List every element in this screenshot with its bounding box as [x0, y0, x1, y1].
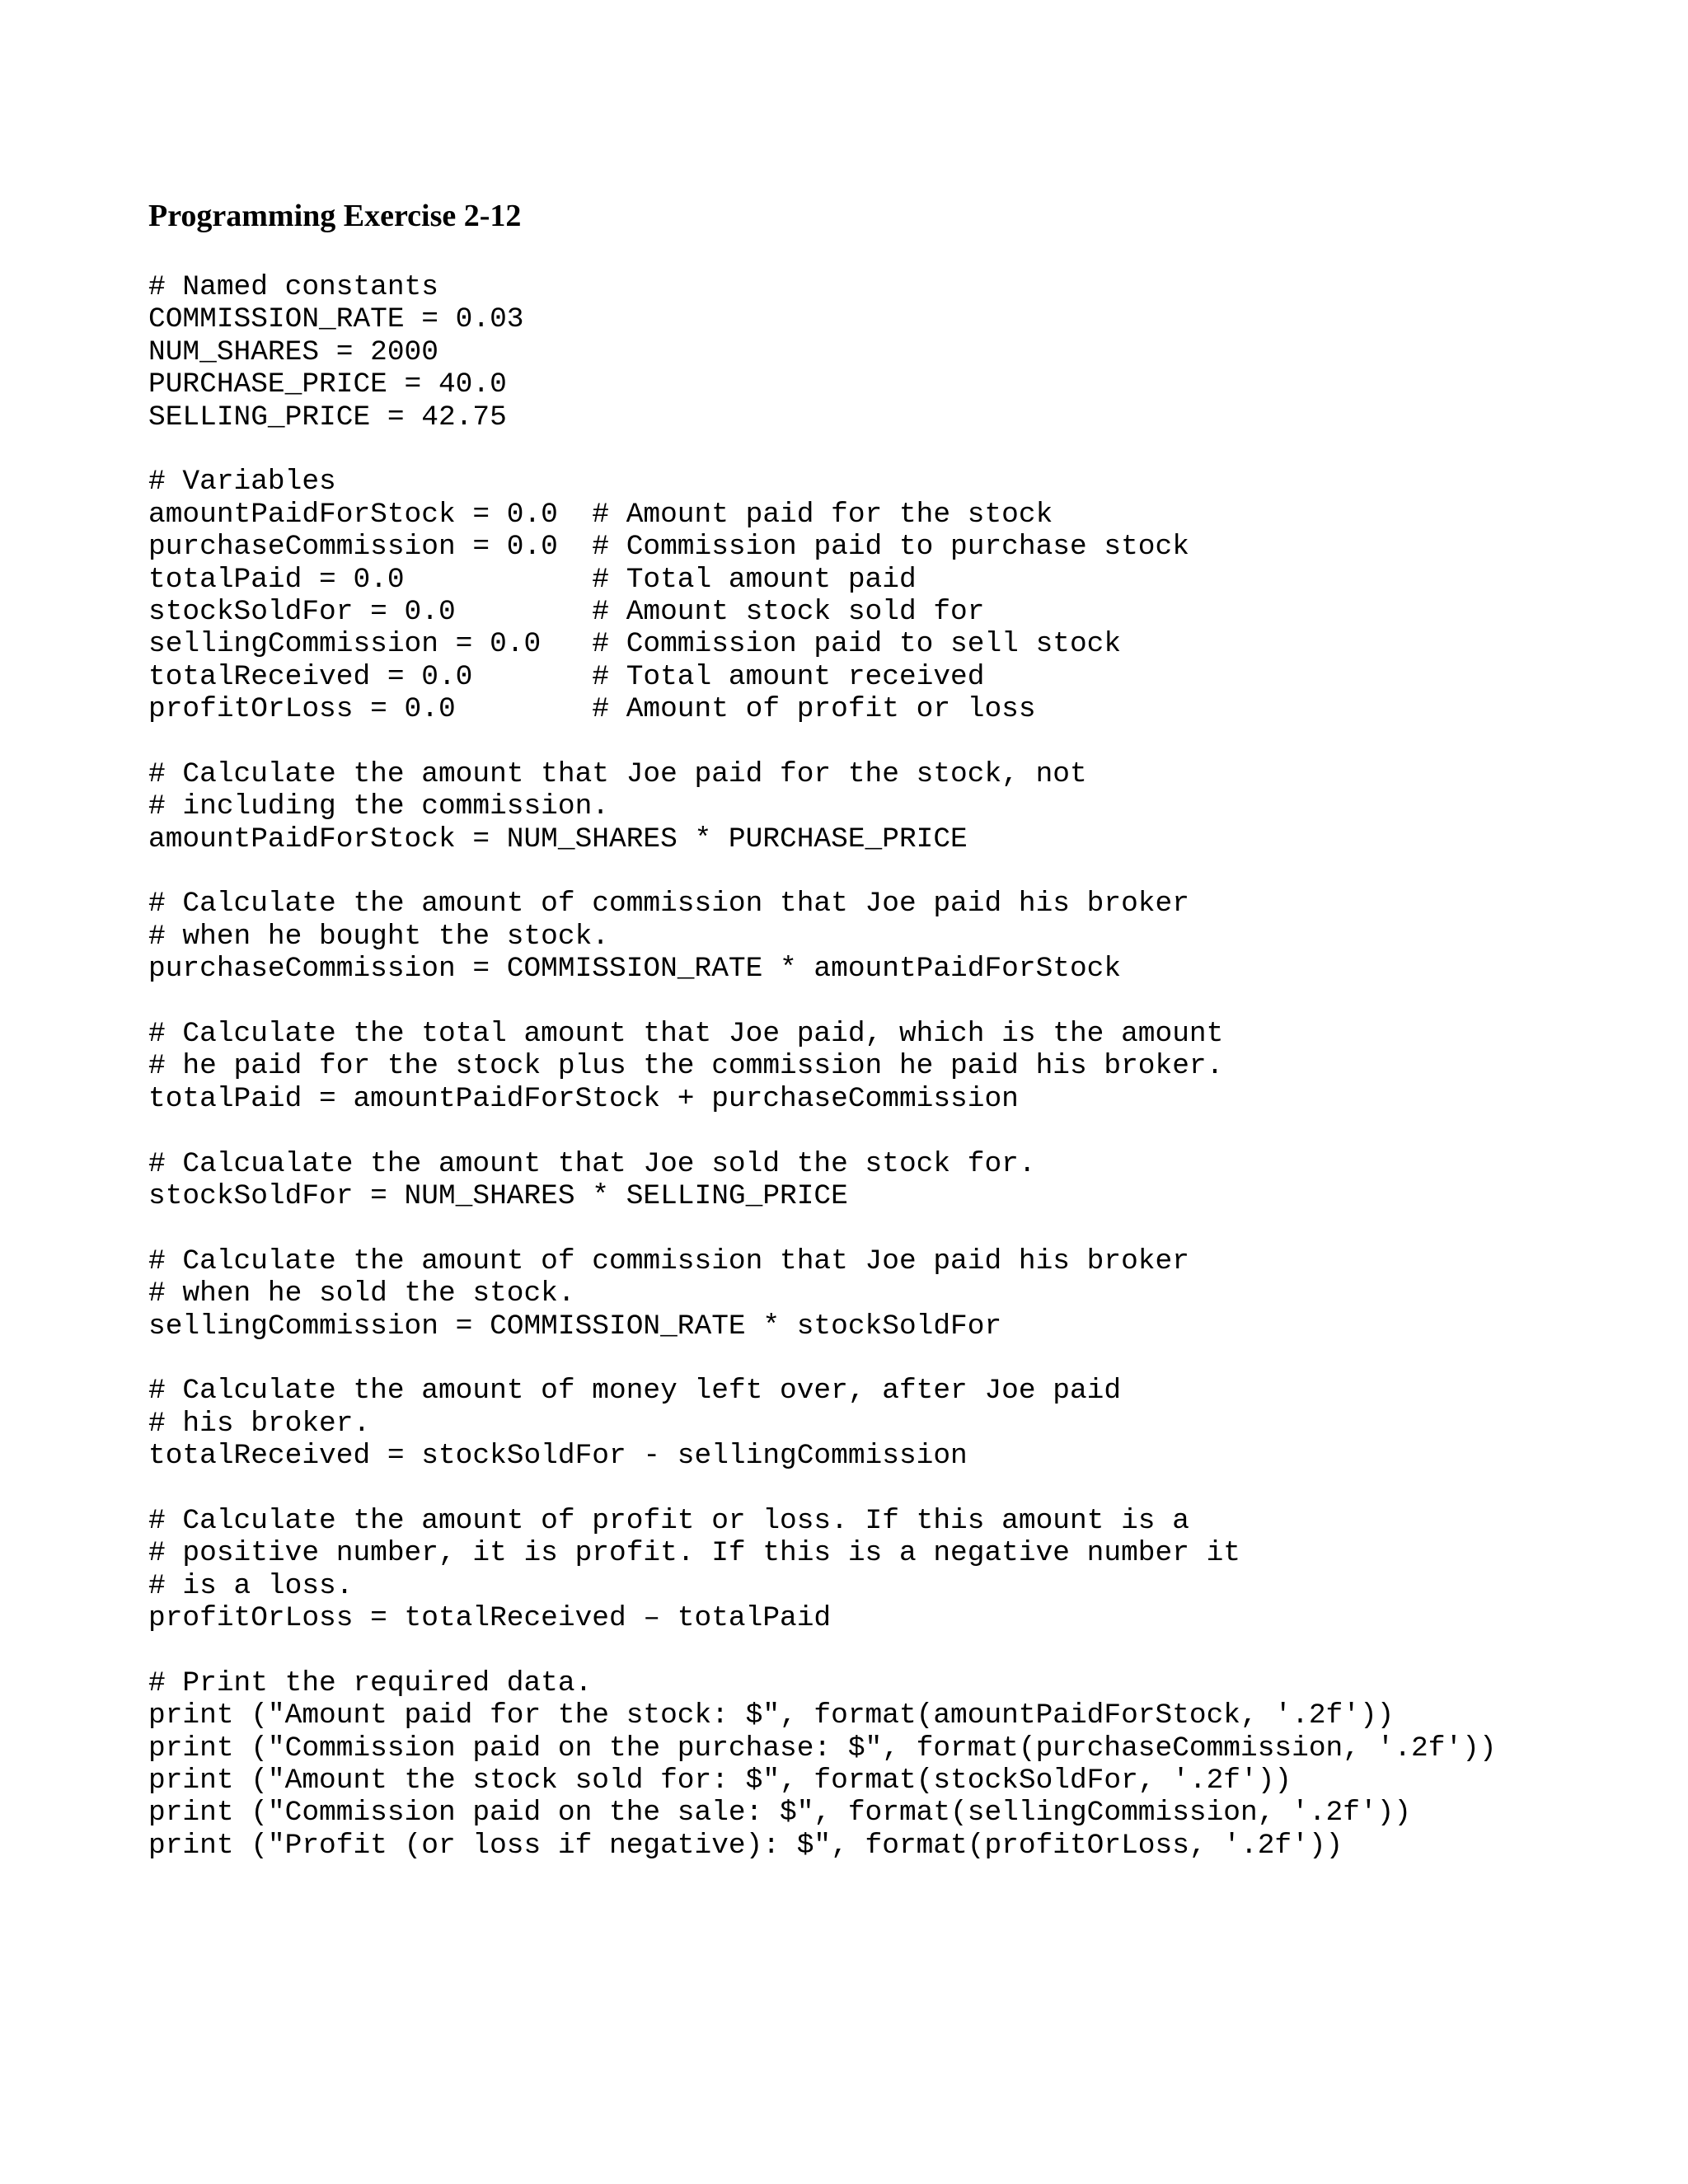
- code-line: [148, 986, 1497, 1018]
- code-line: stockSoldFor = NUM_SHARES * SELLING_PRICE: [148, 1179, 848, 1212]
- code-line: totalReceived = stockSoldFor - sellingCommission: [148, 1440, 968, 1473]
- code-line: # Calculate the amount of profit or loss. If this amount is a: [148, 1504, 1189, 1537]
- code-line: amountPaidForStock = NUM_SHARES * PURCHASE_PRICE: [148, 823, 968, 855]
- code-line: [148, 725, 1497, 757]
- code-line: totalPaid = 0.0 # Total amount paid: [148, 563, 917, 596]
- code-line: # Named constants: [148, 271, 438, 303]
- code-line: # including the commission.: [148, 790, 609, 823]
- code-line: print ("Commission paid on the sale: $", format(sellingCommission, '.2f')): [148, 1797, 1412, 1830]
- code-line: # he paid for the stock plus the commission he paid his broker.: [148, 1050, 1224, 1083]
- code-line: [148, 1115, 1497, 1147]
- code-line: purchaseCommission = COMMISSION_RATE * amountPaidForStock: [148, 953, 1122, 986]
- code-listing: [148, 271, 1497, 1862]
- code-line: profitOrLoss = 0.0 # Amount of profit or loss: [148, 693, 1036, 726]
- code-line: SELLING_PRICE = 42.75: [148, 401, 507, 434]
- code-line: # Calcualate the amount that Joe sold the stock for.: [148, 1147, 1036, 1180]
- code-line: [148, 1212, 1497, 1244]
- code-line: # is a loss.: [148, 1569, 354, 1602]
- code-line: # Calculate the amount of commission that Joe paid his broker: [148, 888, 1189, 921]
- document-title: Programming Exercise 2-12: [148, 199, 522, 233]
- code-line: # Print the required data.: [148, 1666, 593, 1699]
- code-line: # when he bought the stock.: [148, 920, 609, 953]
- code-line: sellingCommission = 0.0 # Commission paid to sell stock: [148, 628, 1122, 661]
- code-line: print ("Commission paid on the purchase: $", format(purchaseCommission, '.2f')): [148, 1732, 1497, 1765]
- code-line: # when he sold the stock.: [148, 1277, 575, 1310]
- code-line: # Calculate the amount that Joe paid for the stock, not: [148, 757, 1087, 790]
- code-line: [148, 1472, 1497, 1504]
- code-line: print ("Amount the stock sold for: $", format(stockSoldFor, '.2f')): [148, 1764, 1292, 1797]
- code-line: # Variables: [148, 466, 336, 499]
- code-line: [148, 434, 1497, 466]
- code-line: [148, 1343, 1497, 1375]
- code-line: totalReceived = 0.0 # Total amount received: [148, 660, 985, 693]
- code-line: # Calculate the total amount that Joe paid, which is the amount: [148, 1017, 1224, 1050]
- code-line: # his broker.: [148, 1407, 371, 1440]
- code-line: # positive number, it is profit. If this is a negative number it: [148, 1537, 1241, 1570]
- code-line: # Calculate the amount of commission that Joe paid his broker: [148, 1244, 1189, 1277]
- code-line: [148, 855, 1497, 888]
- code-line: NUM_SHARES = 2000: [148, 335, 438, 368]
- code-line: PURCHASE_PRICE = 40.0: [148, 368, 507, 401]
- code-line: # Calculate the amount of money left over, after Joe paid: [148, 1375, 1122, 1408]
- code-line: [148, 1634, 1497, 1666]
- code-line: amountPaidForStock = 0.0 # Amount paid for the stock: [148, 498, 1053, 531]
- code-line: COMMISSION_RATE = 0.03: [148, 303, 524, 336]
- code-line: stockSoldFor = 0.0 # Amount stock sold for: [148, 595, 985, 628]
- code-line: totalPaid = amountPaidForStock + purchaseCommission: [148, 1082, 1019, 1115]
- code-line: print ("Amount paid for the stock: $", format(amountPaidForStock, '.2f')): [148, 1699, 1395, 1732]
- code-line: purchaseCommission = 0.0 # Commission paid to purchase stock: [148, 531, 1189, 564]
- code-line: print ("Profit (or loss if negative): $", format(profitOrLoss, '.2f')): [148, 1829, 1343, 1862]
- code-line: sellingCommission = COMMISSION_RATE * stockSoldFor: [148, 1310, 1002, 1343]
- code-line: profitOrLoss = totalReceived – totalPaid: [148, 1602, 832, 1635]
